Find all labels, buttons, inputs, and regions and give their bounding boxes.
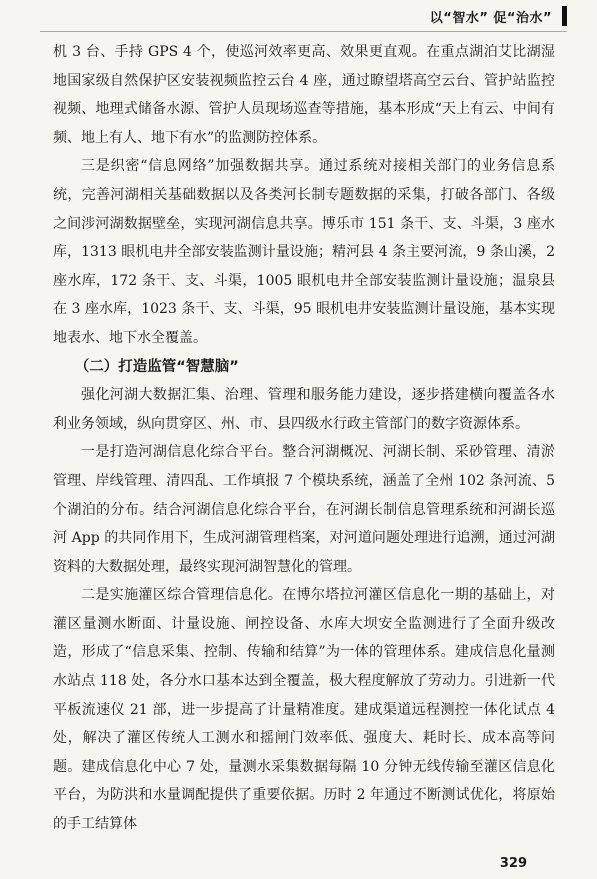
header-rule	[40, 31, 567, 32]
running-header	[430, 6, 567, 26]
header-bar-mark	[562, 6, 567, 26]
paragraph-platform: 一是打造河湖信息化综合平台。整合河湖概况、河湖长制、采砂管理、清淤管理、岸线管理、清四乱、工作填报 7 个模块系统，涵盖了全州 102 条河流、5 个湖泊的分布。结合河湖信息化综合平台，在河湖长制信息管理系统和河湖长巡河 App 的共同作用下，生成河湖管理档案，对河道问题处理进行追溯，通过河湖资料的大数据处理，最终实现河湖智慧化的管理。	[53, 444, 555, 575]
paragraph-info-network: 三是织密“信息网络”加强数据共享。通过系统对接相关部门的业务信息系统，完善河湖相关基础数据以及各类河长制专题数据的采集，打破各部门、各级之间涉河湖数据壁垒，实现河湖信息共享。博乐市 151 条干、支、斗渠，3 座水库，1313 眼机电井全部安装监测计量设施；精河县 4 条主要河流，9 条山溪，2 座水库，172 条干、支、斗渠，1005 眼机电井全部安装监测计量设施；温泉县在 3 座水库，1023 条干、支、斗渠，95 眼机电井安装监测计量设施，基本实现地表水、地下水全覆盖。	[53, 158, 555, 346]
paragraph-intro: 强化河湖大数据汇集、治理、管理和服务能力建设，逐步搭建横向覆盖各水利业务领域，纵向贯穿区、州、市、县四级水行政主管部门的数字资源体系。	[53, 387, 555, 432]
running-title: 以“智水” 促“治水”	[429, 10, 552, 26]
page-number: 329	[499, 856, 527, 871]
section-heading: （二）打造监管“智慧脑”	[74, 358, 239, 375]
paragraph-continued: 机 3 台、手持 GPS 4 个，使巡河效率更高、效果更直观。在重点湖泊艾比湖湿地国家级自然保护区安装视频监控云台 4 座，通过瞭望塔高空云台、管护站监控视频、地理式储备水源、管护人员现场巡查等措施，基本形成“天上有云、中间有频、地上有人、地下有水”的监测防控体系。	[53, 44, 555, 146]
page-body	[53, 38, 555, 839]
paragraph-irrigation: 二是实施灌区综合管理信息化。在博尔塔拉河灌区信息化一期的基础上，对灌区量测水断面、计量设施、闸控设备、水库大坝安全监测进行了全面升级改造，形成了“信息采集、控制、传输和结算”为一体的管理体系。建成信息化量测水站点 118 处，各分水口基本达到全覆盖，极大程度解放了劳动力。引进新一代平板流速仪 21 部，进一步提高了计量精准度。建成渠道远程测控一体化试点 4 处，解决了灌区传统人工测水和摇闸门效率低、强度大、耗时长、成本高等问题。建成信息化中心 7 处，量测水采集数据每隔 10 分钟无线传输至灌区信息化平台，为防洪和水量调配提供了重要依据。历时 2 年通过不断测试优化，将原始的手工结算体	[53, 587, 555, 833]
